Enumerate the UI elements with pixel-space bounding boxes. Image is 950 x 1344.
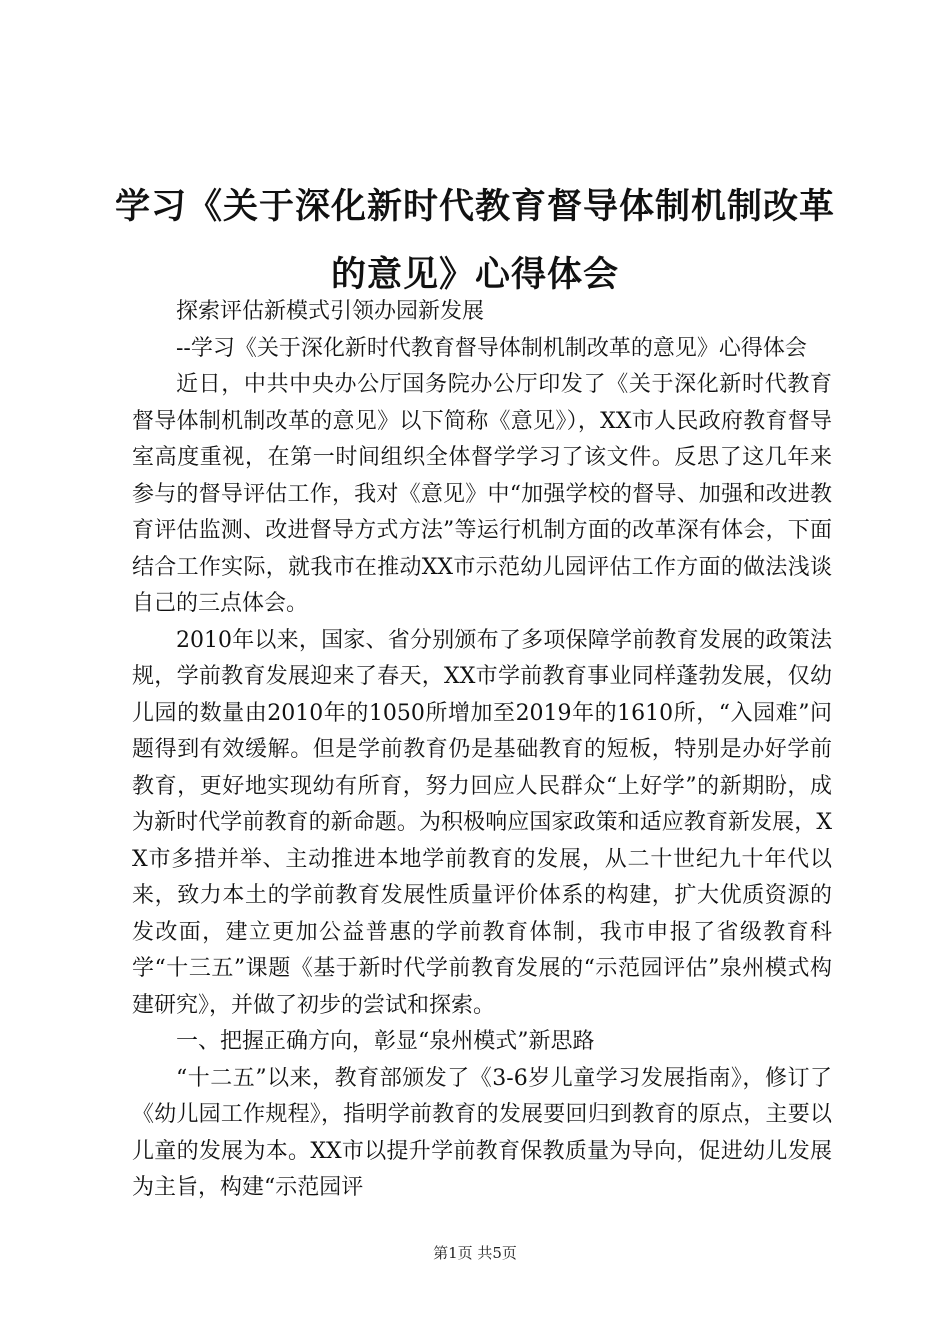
subtitle: 探索评估新模式引领办园新发展 [176, 299, 485, 324]
paragraph-background: 2010年以来，国家、省分别颁布了多项保障学前教育发展的政策法规，学前教育发展迎来了春天，XX市学前教育事业同样蓬勃发展，仅幼儿园的数量由2010年的1050所增加至2019年的1610所，“入园难”问题得到有效缓解。但是学前教育仍是基础教育的短板，特别是办好学前教育，更好地实现幼有所育，努力回应人民群众“上好学”的新期盼，成为新时代学前教育的新命题。为积极响应国家政策和适应教育新发展，XX市多措并举、主动推进本地学前教育的发展，从二十世纪九十年代以来，致力本土的学前教育发展性质量评价体系的构建，扩大优质资源的发改面，建立更加公益普惠的学前教育体制，我市申报了省级教育科学“十三五”课题《基于新时代学前教育发展的“示范园评估”泉州模式构建研究》，并做了初步的尝试和探索。 [132, 627, 832, 1018]
title-line-1: 学习《关于深化新时代教育督导体制机制改革 [114, 187, 835, 228]
document-body [132, 294, 832, 1207]
paragraph-section-1: “十二五”以来，教育部颁发了《3-6岁儿童学习发展指南》，修订了《幼儿园工作规程》，指明学前教育的发展要回归到教育的原点，主要以儿童的发展为本。XX市以提升学前教育保教质量为导向，促进幼儿发展为主旨，构建“示范园评 [132, 1065, 832, 1200]
document-title [110, 173, 840, 309]
paragraph-intro: 近日，中共中央办公厅国务院办公厅印发了《关于深化新时代教育督导体制机制改革的意见》以下简称《意见》），XX市人民政府教育督导室高度重视，在第一时间组织全体督学学习了该文件。反思了这几年来参与的督导评估工作，我对《意见》中“加强学校的督导、加强和改进教育评估监测、改进督导方式方法”等运行机制方面的改革深有体会，下面结合工作实际，就我市在推动XX市示范幼儿园评估工作方面的做法浅谈自己的三点体会。 [132, 372, 832, 616]
subtitle-sub: --学习《关于深化新时代教育督导体制机制改革的意见》心得体会 [176, 335, 807, 361]
section-heading-1: 一、把握正确方向，彰显“泉州模式”新思路 [176, 1029, 595, 1054]
page-footer: 第1页 共5页 [433, 1244, 517, 1262]
title-line-2: 的意见》心得体会 [330, 255, 619, 296]
